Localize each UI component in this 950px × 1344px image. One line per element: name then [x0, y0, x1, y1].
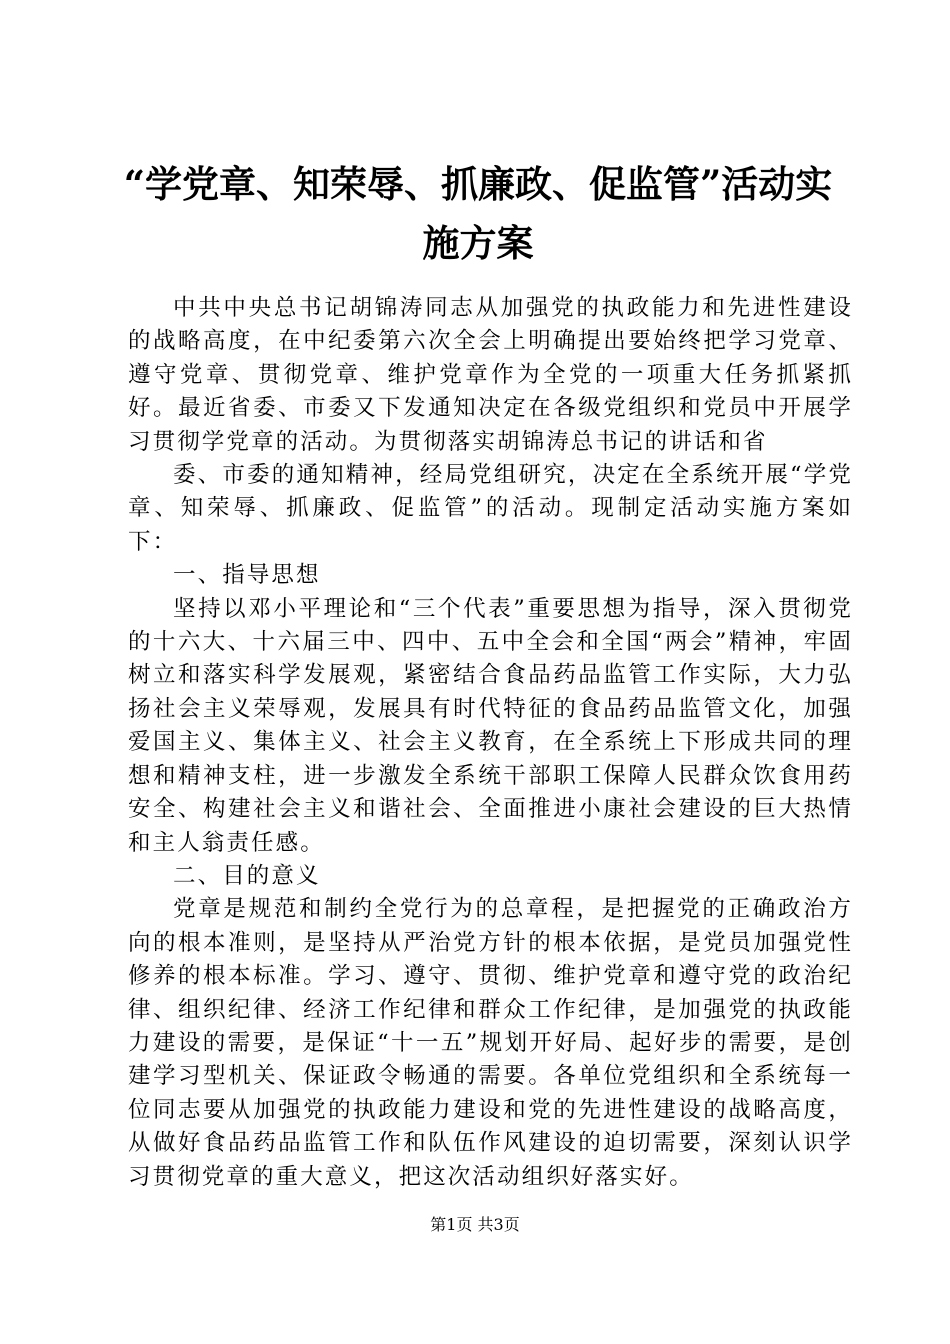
section-heading-guiding-thought: 一、指导思想 — [173, 562, 321, 589]
page-footer: 第1页 共3页 — [430, 1215, 520, 1234]
paragraph-intro-continued: 委、市委的通知精神，经局党组研究，决定在全系统开展“学党章、知荣辱、抓廉政、促监管”的活动。现制定活动实施方案如下： — [128, 462, 853, 555]
paragraph-guiding-thought: 坚持以邓小平理论和“三个代表”重要思想为指导，深入贯彻党的十六大、十六届三中、四中、五中全会和全国“两会”精神，牢固树立和落实科学发展观，紧密结合食品药品监管工作实际，大力弘扬社会主义荣辱观，发展具有时代特征的食品药品监管文化，加强爱国主义、集体主义、社会主义教育，在全系统上下形成共同的理想和精神支柱，进一步激发全系统干部职工保障人民群众饮食用药安全、构建社会主义和谐社会、全面推进小康社会建设的巨大热情和主人翁责任感。 — [128, 595, 853, 856]
document-body — [128, 292, 853, 1194]
document-title-line2: 施方案 — [422, 221, 534, 265]
section-heading-purpose: 二、目的意义 — [173, 862, 321, 889]
paragraph-purpose: 党章是规范和制约全党行为的总章程，是把握党的正确政治方向的根本准则，是坚持从严治党方针的根本依据，是党员加强党性修养的根本标准。学习、遵守、贯彻、维护党章和遵守党的政治纪律、组织纪律、经济工作纪律和群众工作纪律，是加强党的执政能力建设的需要，是保证“十一五”规划开好局、起好步的需要，是创建学习型机关、保证政令畅通的需要。各单位党组织和全系统每一位同志要从加强党的执政能力建设和党的先进性建设的战略高度，从做好食品药品监管工作和队伍作风建设的迫切需要，深刻认识学习贯彻党章的重大意义，把这次活动组织好落实好。 — [128, 896, 853, 1190]
document-title-line1: “学党章、知荣辱、抓廉政、促监管”活动实 — [123, 162, 833, 206]
paragraph-intro: 中共中央总书记胡锦涛同志从加强党的执政能力和先进性建设的战略高度，在中纪委第六次全会上明确提出要始终把学习党章、遵守党章、贯彻党章、维护党章作为全党的一项重大任务抓紧抓好。最近省委、市委又下发通知决定在各级党组织和党员中开展学习贯彻学党章的活动。为贯彻落实胡锦涛总书记的讲话和省 — [128, 295, 853, 455]
